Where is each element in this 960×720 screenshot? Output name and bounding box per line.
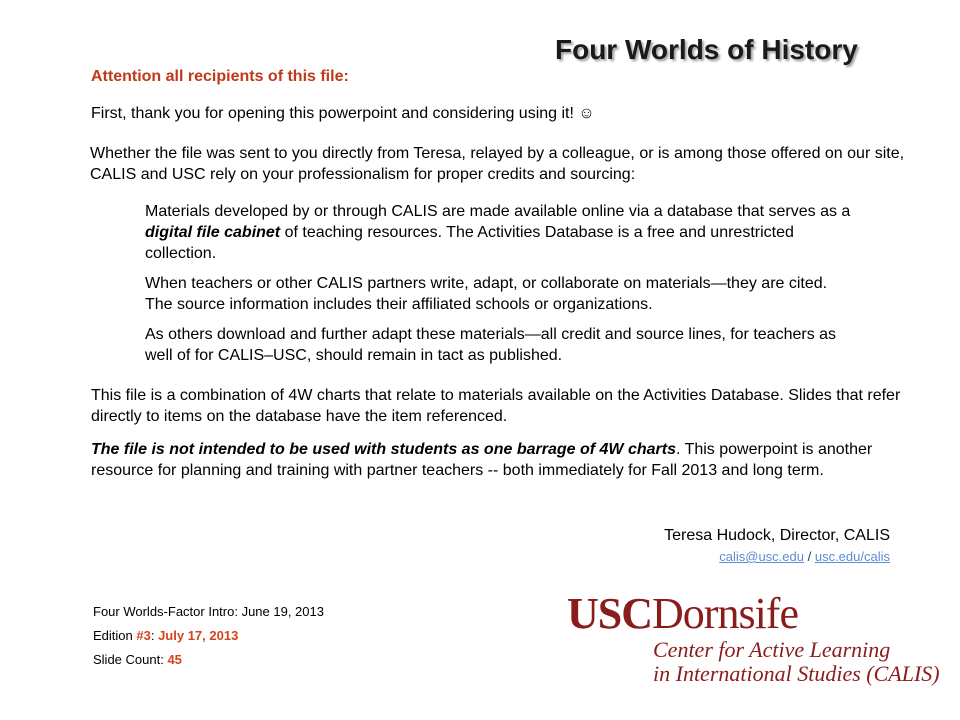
citation-paragraph: When teachers or other CALIS partners write, adapt, or collaborate on materials—they are cited. The source information includes their affiliated schools or organizations. bbox=[145, 275, 828, 313]
slide-count-value: 45 bbox=[167, 652, 182, 667]
attention-heading: Attention all recipients of this file: bbox=[91, 68, 349, 85]
slide-count-line bbox=[93, 652, 182, 667]
digital-file-cabinet-emphasis: digital file cabinet bbox=[145, 224, 281, 241]
credits-paragraph: Whether the file was sent to you directly from Teresa, relayed by a colleague, or is among those offered on our site, CALIS and USC rely on your professionalism for proper credits and sourcing: bbox=[90, 145, 905, 183]
database-text-a: Materials developed by or through CALIS are made available online via a database that serves as a bbox=[145, 203, 851, 220]
edition-line bbox=[93, 628, 238, 643]
contact-links bbox=[719, 549, 890, 564]
slide-count-label: Slide Count: bbox=[93, 652, 168, 667]
website-link[interactable]: usc.edu/calis bbox=[814, 549, 890, 564]
usage-note-paragraph bbox=[91, 439, 921, 481]
file-description-paragraph: This file is a combination of 4W charts that relate to materials available on the Activities Database. Slides that refer directly to items on the database have the item referenced. bbox=[91, 387, 901, 425]
usage-note-text: . This powerpoint is another resource for planning and training with partner teachers -- both immediately for Fall 2013 and long term. bbox=[91, 441, 873, 479]
usc-dornsife-logo bbox=[567, 589, 940, 692]
usage-warning-emphasis: The file is not intended to be used with students as one barrage of 4W charts bbox=[91, 441, 676, 458]
database-paragraph bbox=[145, 201, 855, 264]
edition-number: #3 bbox=[136, 628, 151, 643]
link-separator: / bbox=[804, 549, 815, 564]
logo-dornsife-text: Dornsife bbox=[652, 589, 798, 638]
edition-date: July 17, 2013 bbox=[158, 628, 239, 643]
signature: Teresa Hudock, Director, CALIS bbox=[664, 527, 890, 544]
slide-title: Four Worlds of History bbox=[555, 34, 858, 65]
intro-date: Four Worlds-Factor Intro: June 19, 2013 bbox=[93, 604, 324, 619]
database-text-c: of teaching resources. The Activities Database is a free and unrestricted collection. bbox=[145, 224, 794, 262]
logo-center-line: Center for Active Learning bbox=[653, 637, 891, 662]
logo-calis-line: in International Studies (CALIS) bbox=[653, 661, 940, 686]
credit-lines-paragraph: As others download and further adapt these materials—all credit and source lines, for teachers as well of for CALIS–USC, should remain in tact as published. bbox=[145, 326, 837, 364]
thank-you-paragraph: First, thank you for opening this powerpoint and considering using it! ☺ bbox=[91, 105, 595, 122]
email-link[interactable]: calis@usc.edu bbox=[719, 549, 804, 564]
edition-colon: : bbox=[150, 628, 159, 643]
edition-label: Edition bbox=[93, 628, 137, 643]
logo-usc-text: USC bbox=[567, 589, 653, 638]
